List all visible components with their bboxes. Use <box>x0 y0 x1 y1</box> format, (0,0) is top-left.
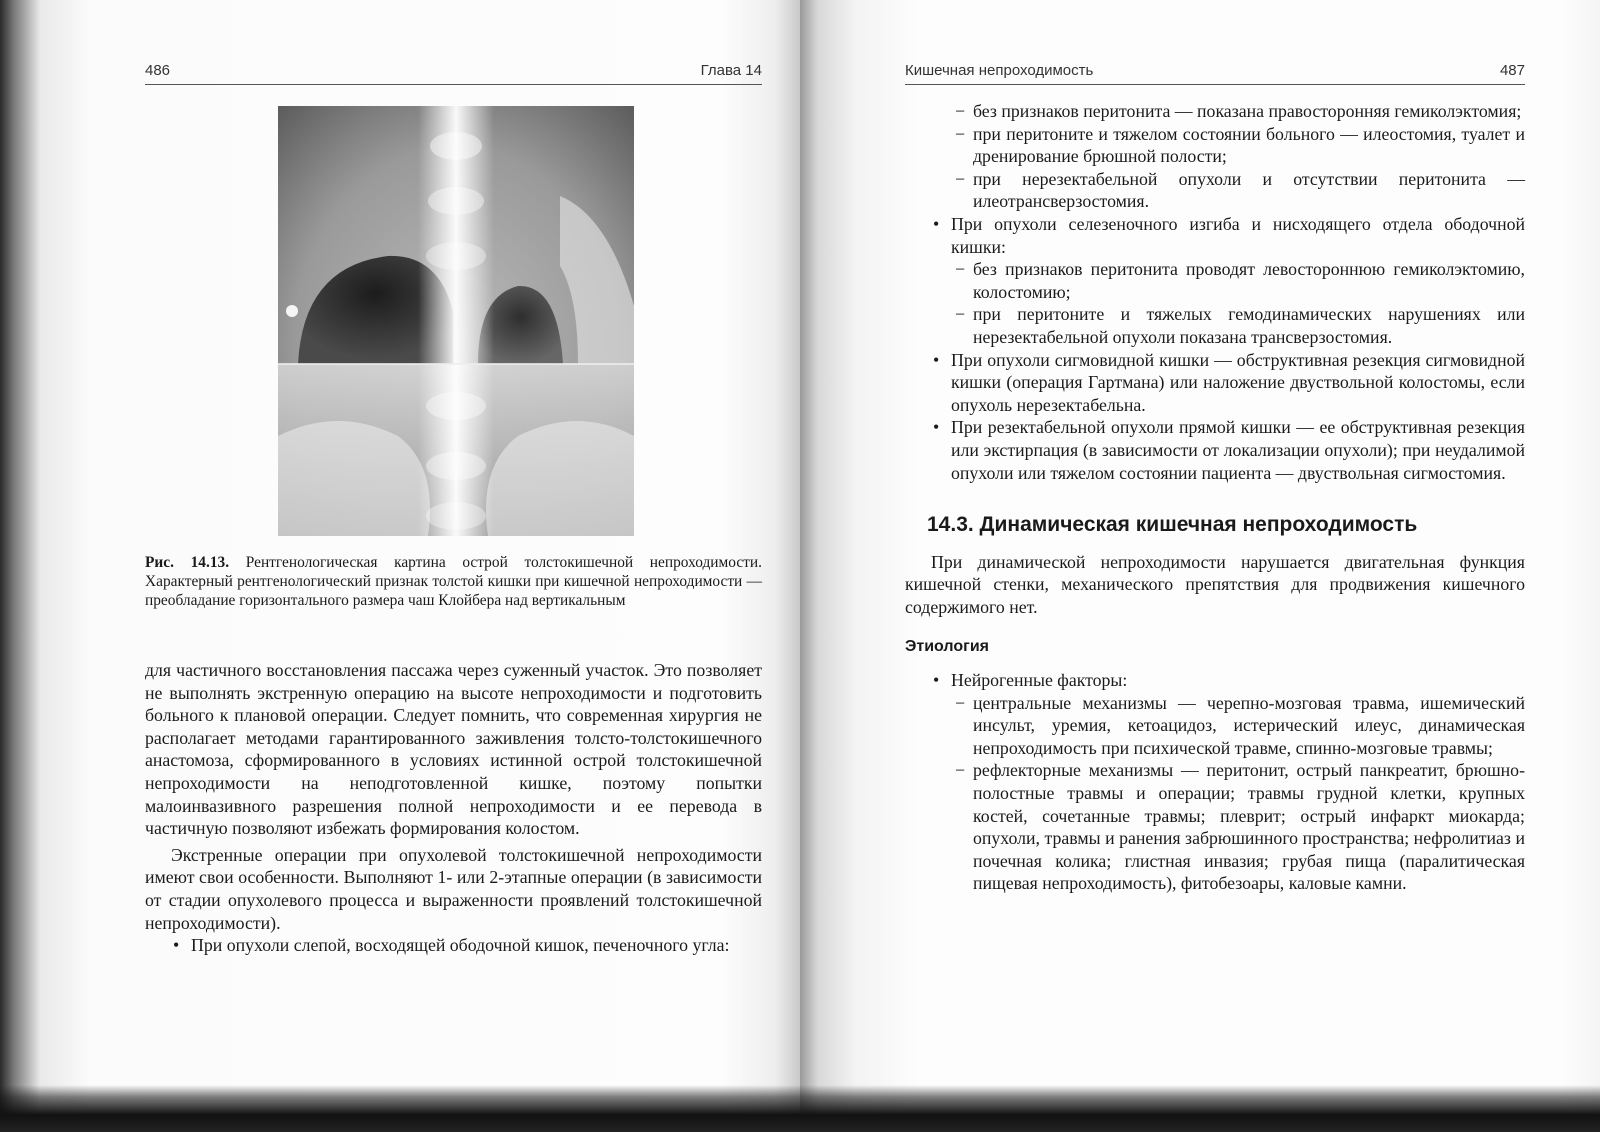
right-page-number: 487 <box>1499 62 1525 79</box>
bullet-glyph: • <box>933 670 940 691</box>
list-item-text: при перитоните и тяжелых гемодинамических нарушениях или нерезектабельной опухоли показана трансверзостомия. <box>973 304 1525 347</box>
list-item-text: при нерезектабельной опухоли и отсутствии перитонита — илеотрансверзостомия. <box>973 168 1525 212</box>
list-item <box>931 669 1525 692</box>
left-body <box>145 659 762 957</box>
left-page-number: 486 <box>145 62 171 79</box>
bullet-glyph: • <box>173 935 180 956</box>
bullet-glyph: • <box>933 349 940 370</box>
left-paragraph-1: для частичного восстановления пассажа через суженный участок. Это позволяет не выполнять экстренную операцию на высоте непроходимости и подготовить больного к плановой операции. Следует помнить, что современная хирургия не располагает методами гарантированного заживления толсто-толстокишечного анастомоза, сформированного в условиях истинной острой толстокишечной непроходимости на неподготовленной кишке, поэтому попытки малоинвазивного разрешения полной непроходимости и ее перевода в частичную позволяют избежать формирования колостом. <box>145 660 762 839</box>
list-item <box>171 934 762 957</box>
right-body <box>905 100 1525 895</box>
left-chapter-title: Глава 14 <box>700 62 762 79</box>
dash-glyph: − <box>955 692 966 713</box>
figure-caption <box>145 553 762 610</box>
dash-glyph: − <box>955 259 966 280</box>
dash-glyph: − <box>955 760 966 781</box>
list-item-text: Нейрогенные факторы: <box>951 670 1128 691</box>
list-item <box>951 759 1525 895</box>
list-item <box>931 213 1525 258</box>
list-item <box>931 416 1525 484</box>
left-running-head <box>145 60 762 85</box>
list-item <box>931 349 1525 417</box>
list-item <box>951 168 1525 213</box>
right-running-head <box>905 60 1525 85</box>
list-item-text: без признаков перитонита — показана правосторонняя гемиколэктомия; <box>973 101 1522 121</box>
xray-figure <box>278 106 634 536</box>
figure-caption-text: Рентгенологическая картина острой толстокишечной непроходимости. Характерный рентгенологический признак толстой кишки при кишечной непроходимости — преобладание горизонтального размера чаш Клойбера над вертикальным <box>145 554 762 609</box>
list-item <box>951 100 1525 123</box>
list-item-text: центральные механизмы — черепно-мозговая травма, ишемический инсульт, уремия, кетоацидоз, истерический илеус, динамическая непроходимость при психической травме, спинно-мозговые травмы; <box>973 692 1525 758</box>
list-item-text: При опухоли селезеночного изгиба и нисходящего отдела ободочной кишки: <box>951 213 1525 257</box>
dash-glyph: − <box>955 304 966 325</box>
list-item <box>951 692 1525 760</box>
list-item-text: При опухоли сигмовидной кишки — обструктивная резекция сигмовидной кишки (операция Гартмана) или наложение двуствольной колостомы, если опухоль нерезектабельна. <box>951 349 1525 415</box>
section-title: 14.3. Динамическая кишечная непроходимость <box>927 513 1418 537</box>
list-item-text: рефлекторные механизмы — перитонит, острый панкреатит, брюшно-полостные травмы и операции; травмы грудной клетки, крупных костей, сочетанные травмы; плеврит; острый инфаркт миокарда; опухоли, травмы и ранения забрюшинного пространства; нефролитиаз и почечная колика; глистная инвазия; грубая пища (паралитическая пищевая непроходимость), фитобезоары, каловые камни. <box>973 760 1525 894</box>
bullet-glyph: • <box>933 213 940 234</box>
list-item <box>951 258 1525 303</box>
scanner-bottom-shadow <box>0 1085 1600 1132</box>
subsection-title: Этиология <box>905 638 989 656</box>
list-item-text: При опухоли слепой, восходящей ободочной кишок, печеночного угла: <box>191 935 730 956</box>
list-item-text: без признаков перитонита проводят левостороннюю гемиколэктомию, колостомию; <box>973 259 1525 302</box>
list-item-text: при перитоните и тяжелом состоянии больного — илеостомия, туалет и дренирование брюшной полости; <box>973 123 1525 167</box>
dash-glyph: − <box>955 123 966 144</box>
left-paragraph-2: Экстренные операции при опухолевой толстокишечной непроходимости имеют свои особенности. Выполняют 1- или 2-этапные операции (в зависимости от стадии опухолевого процесса и выраженности проявлений толстокишечной непроходимости). <box>145 844 762 933</box>
dash-glyph: − <box>955 101 966 121</box>
list-item <box>951 303 1525 348</box>
section-paragraph: При динамической непроходимости нарушается двигательная функция кишечной стенки, механического препятствия для продвижения кишечного содержимого нет. <box>905 551 1525 617</box>
figure-label: Рис. 14.13. <box>145 554 230 571</box>
bullet-glyph: • <box>933 417 940 438</box>
list-item <box>951 123 1525 168</box>
dash-glyph: − <box>955 168 966 189</box>
right-chapter-title: Кишечная непроходимость <box>905 62 1094 79</box>
list-item-text: При резектабельной опухоли прямой кишки — ее обструктивная резекция или экстирпация (в зависимости от локализации опухоли); при неудалимой опухоли или тяжелом состоянии пациента — двуствольная сигмостомия. <box>951 417 1525 483</box>
